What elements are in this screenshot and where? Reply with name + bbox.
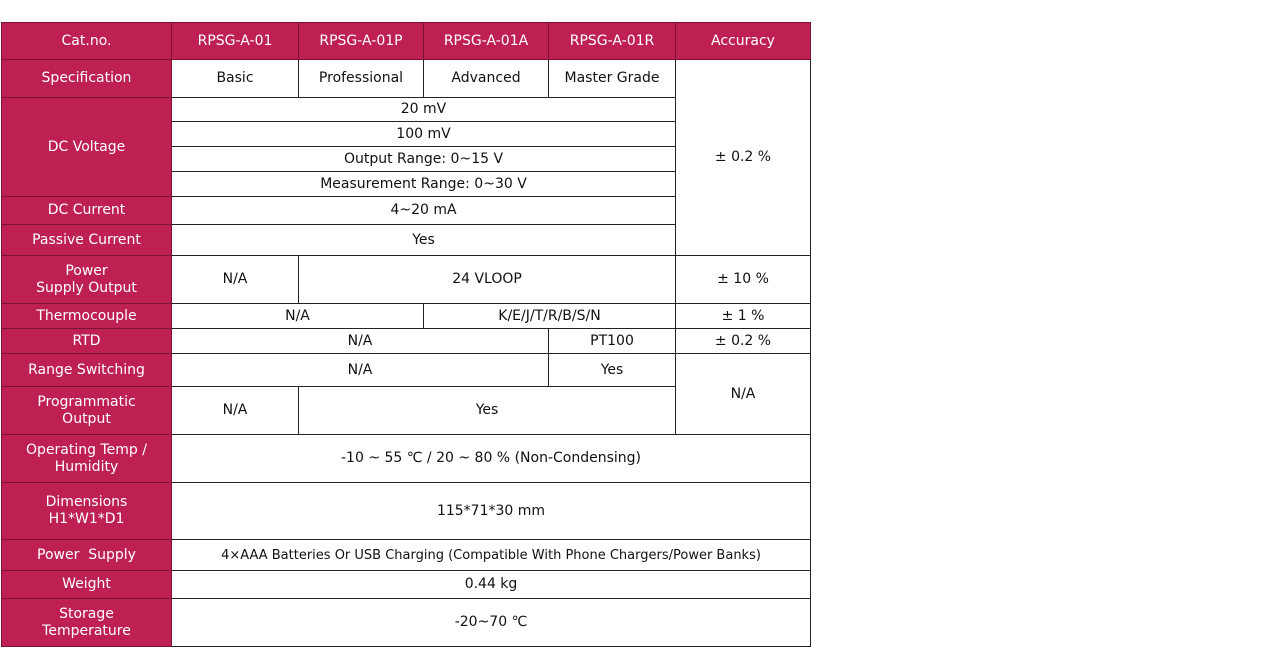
dc-current-value: 4~20 mA [172, 197, 676, 225]
accuracy-rtd: ± 0.2 % [676, 329, 811, 354]
row-label-power-supply: Power Supply [2, 540, 172, 571]
row-label-dc-voltage: DC Voltage [2, 98, 172, 197]
row-label-thermocouple: Thermocouple [2, 304, 172, 329]
header-catno: Cat.no. [2, 23, 172, 60]
header-model-01a: RPSG-A-01A [424, 23, 549, 60]
dc-voltage-output-range: Output Range: 0~15 V [172, 147, 676, 172]
table-row-power-supply [2, 540, 811, 571]
spec-advanced: Advanced [424, 60, 549, 98]
accuracy-thermocouple: ± 1 % [676, 304, 811, 329]
label-line: Power [65, 262, 108, 279]
power-output-basic: N/A [172, 256, 299, 304]
header-model-01: RPSG-A-01 [172, 23, 299, 60]
rtd-right: PT100 [549, 329, 676, 354]
table-row-dimensions [2, 483, 811, 540]
thermocouple-left: N/A [172, 304, 424, 329]
table-row-rtd [2, 329, 811, 354]
row-label-rtd: RTD [2, 329, 172, 354]
programmatic-basic: N/A [172, 387, 299, 435]
row-label-programmatic-output [2, 387, 172, 435]
header-row [2, 23, 811, 60]
row-label-range-switching: Range Switching [2, 354, 172, 387]
table-row-weight [2, 571, 811, 599]
label-line: Temperature [42, 622, 131, 639]
dc-voltage-100mv: 100 mV [172, 122, 676, 147]
table-row-thermocouple [2, 304, 811, 329]
row-label-specification: Specification [2, 60, 172, 98]
row-label-passive-current: Passive Current [2, 225, 172, 256]
programmatic-others: Yes [299, 387, 676, 435]
row-label-dc-current: DC Current [2, 197, 172, 225]
label-line: H1*W1*D1 [48, 511, 125, 527]
label-line: Programmatic [37, 393, 136, 410]
label-line: Dimensions [45, 494, 128, 510]
row-label-storage-temp [2, 599, 172, 647]
range-switching-left: N/A [172, 354, 549, 387]
row-label-operating-temp [2, 435, 172, 483]
accuracy-range-programmatic: N/A [676, 354, 811, 435]
table-row-operating-temp [2, 435, 811, 483]
header-model-01p: RPSG-A-01P [299, 23, 424, 60]
accuracy-power-output: ± 10 % [676, 256, 811, 304]
spec-professional: Professional [299, 60, 424, 98]
range-switching-right: Yes [549, 354, 676, 387]
row-label-weight: Weight [2, 571, 172, 599]
table-row-range-switching [2, 354, 811, 387]
row-label-power-supply-output [2, 256, 172, 304]
label-line: Operating Temp / [26, 441, 147, 458]
label-line: Humidity [54, 458, 119, 475]
dc-voltage-measurement-range: Measurement Range: 0~30 V [172, 172, 676, 197]
row-label-dimensions [2, 483, 172, 540]
passive-current-value: Yes [172, 225, 676, 256]
table-row-specification [2, 60, 811, 98]
header-accuracy: Accuracy [676, 23, 811, 60]
table-row-storage-temp [2, 599, 811, 647]
storage-temp-value: -20~70 ℃ [172, 599, 811, 647]
spec-master-grade: Master Grade [549, 60, 676, 98]
header-model-01r: RPSG-A-01R [549, 23, 676, 60]
spec-table [1, 22, 811, 647]
power-output-others: 24 VLOOP [299, 256, 676, 304]
label-line: Storage [59, 605, 114, 622]
weight-value: 0.44 kg [172, 571, 811, 599]
spec-basic: Basic [172, 60, 299, 98]
label-line: Output [62, 410, 111, 427]
thermocouple-right: K/E/J/T/R/B/S/N [424, 304, 676, 329]
rtd-left: N/A [172, 329, 549, 354]
power-supply-value: 4×AAA Batteries Or USB Charging (Compatible With Phone Chargers/Power Banks) [172, 540, 811, 571]
dc-voltage-20mv: 20 mV [172, 98, 676, 122]
accuracy-dc: ± 0.2 % [676, 60, 811, 256]
label-line: Supply Output [36, 279, 137, 296]
operating-temp-value: -10 ~ 55 ℃ / 20 ~ 80 % (Non-Condensing) [172, 435, 811, 483]
dimensions-value: 115*71*30 mm [172, 483, 811, 540]
table-row-power-supply-output [2, 256, 811, 304]
